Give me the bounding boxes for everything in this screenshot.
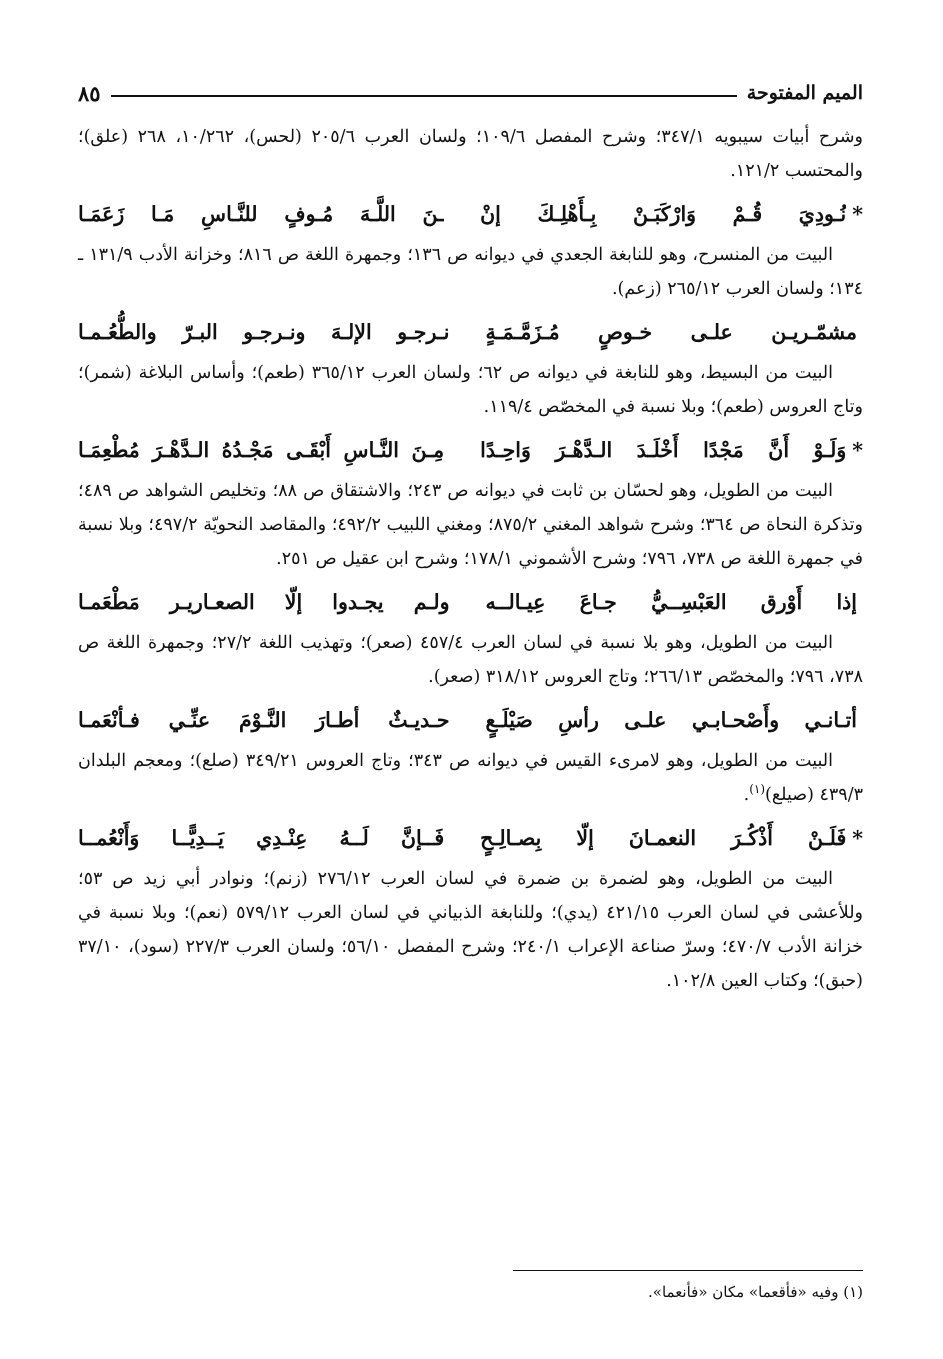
verse-sadr: نُـودِيَ قُـمْ وَارْكَبَـنْ بِـأَهْلِـكَ إنْ — [480, 202, 847, 226]
footnote: (١) وفيه «فأقعما» مكان «فأنعما». — [648, 1283, 863, 1301]
verse-ajuz: حـديـثٌ أطـارَ النَّـوْمَ عنِّـي فـأنْعَمـا — [78, 708, 450, 732]
verse-line — [78, 190, 863, 238]
footnote-marker: (١) — [749, 782, 766, 797]
verse-star: * — [852, 438, 863, 462]
verse-sadr: وَلَـوْ أَنَّ مَجْدًا أَخْلَـدَ الـدَّهْـرَ وَاحِـدًا — [480, 438, 847, 462]
verse-star: * — [852, 826, 863, 850]
verse-line — [78, 426, 863, 474]
citation-paragraph: البيت من البسيط، وهو للنابغة في ديوانه ص ٦٢؛ ولسان العرب ٣٦٥/١٢ (طعم)؛ وأساس البلاغة (شمر)؛ وتاج العروس (طعم)؛ وبلا نسبة في المخصّص ١١٩/٤. — [78, 363, 863, 417]
running-title: الميم المفتوحة — [746, 82, 863, 104]
verse-ajuz: مِـنَ النَّـاسِ أَبْقَـى مَجْـدُهُ الـدَّهْـرَ مُطْعِمَـا — [77, 438, 445, 462]
running-header — [78, 72, 863, 114]
verse-line — [78, 308, 863, 356]
footnotes — [78, 1270, 863, 1301]
page-number: ٨٥ — [78, 80, 101, 106]
verse-ajuz: فَــإنَّ لَــهُ عِنْـدِي يَــدِيًّــا وَأَنْعُمــا — [77, 826, 445, 850]
verse-sadr: أتـانـي وأَصْحـابـي علـى رأسِ صَيْلَـعٍ — [485, 708, 857, 732]
verse-line — [78, 578, 863, 626]
citation-text: البيت من الطويل، وهو لامرىء القيس في ديوانه ص ٣٤٣؛ وتاج العروس ٣٤٩/٢١ (صلع)؛ ومعجم البلدان ٤٣٩/٣ (صيلع) — [78, 751, 863, 805]
verse-star: * — [852, 202, 863, 226]
header-rule — [111, 95, 737, 97]
citation-paragraph: البيت من الطويل، وهو لحسّان بن ثابت في ديوانه ص ٢٤٣؛ والاشتقاق ص ٨٨؛ وتخليص الشواهد ص ٤٨٩؛ وتذكرة النحاة ص ٣٦٤؛ وشرح شواهد المغني ٨٧٥/٢؛ ومغني اللبيب ٤٩٢/٢؛ والمقاصد النحويّة ٤٩٧/٢؛ وبلا نسبة في جمهرة اللغة ص ٧٣٨، ٧٩٦؛ وشرح الأشموني ١٧٨/١؛ وشرح ابن عقيل ص ٢٥١. — [78, 481, 863, 569]
citation-paragraph: البيت من الطويل، وهو بلا نسبة في لسان العرب ٤٥٧/٤ (صعر)؛ وتهذيب اللغة ٢٧/٢؛ وجمهرة اللغة ص ٧٣٨، ٧٩٦؛ والمخصّص ٢٦٦/١٣؛ وتاج العروس ٣١٨/١٢ (صعر). — [78, 633, 863, 687]
verse-line — [78, 814, 863, 862]
verse-ajuz: ولـم يجـدوا إلّا الصعـاريـر مَطْعَمـا — [78, 590, 450, 614]
citation-paragraph: البيت من المنسرح، وهو للنابغة الجعدي في ديوانه ص ١٣٦؛ وجمهرة اللغة ص ٨١٦؛ وخزانة الأدب ١٣١/٩ ـ ١٣٤؛ ولسان العرب ٢٦٥/١٢ (زعم). — [78, 245, 863, 299]
citation-paragraph — [78, 744, 863, 812]
footnote-rule — [513, 1270, 863, 1271]
citation-paragraph: البيت من الطويل، وهو لضمرة بن ضمرة في لسان العرب ٢٧٦/١٢ (زنم)؛ ونوادر أبي زيد ص ٥٣؛ وللأعشى في لسان العرب ٤٢١/١٥ (يدي)؛ وللنابغة الذبياني في لسان العرب ٥٧٩/١٢ (نعم)؛ وبلا نسبة في خزانة الأدب ٤٧٠/٧؛ وسرّ صناعة الإعراب ٢٤٠/١؛ وشرح المفصل ٥٦/١٠؛ ولسان العرب ٢٢٧/٣ (سود)، ٣٧/١٠ (حبق)؛ وكتاب العين ١٠٢/٨. — [78, 869, 864, 991]
citation-end: . — [743, 785, 750, 805]
page-content — [78, 120, 863, 998]
verse-sadr: إذا أَوْرق العَبْسِــيُّ جـاعَ عِيـالــه — [485, 590, 857, 614]
citation-paragraph: وشرح أبيات سيبويه ٣٤٧/١؛ وشرح المفصل ١٠٩/٦؛ ولسان العرب ٢٠٥/٦ (لحس)، ١٠/٢٦٢، ٢٦٨ (علق)؛ والمحتسب ١٢١/٢. — [78, 127, 863, 181]
verse-sadr: فَلَـنْ أَذْكُـرَ النعمـانَ إلّا بِصـالِـحٍ — [480, 826, 847, 850]
verse-line — [78, 696, 863, 744]
verse-sadr: مشمّـريـن علـى خـوصٍ مُـزَمَّـمَـةٍ — [485, 320, 857, 344]
verse-ajuz: ـنَ اللَّـهَ مُـوفٍ للنَّـاسِ مَـا زَعَمَـا — [77, 202, 445, 226]
verse-ajuz: نـرجـو الإلـهَ ونـرجـو البـرّ والطُّعُـمـا — [78, 320, 450, 344]
